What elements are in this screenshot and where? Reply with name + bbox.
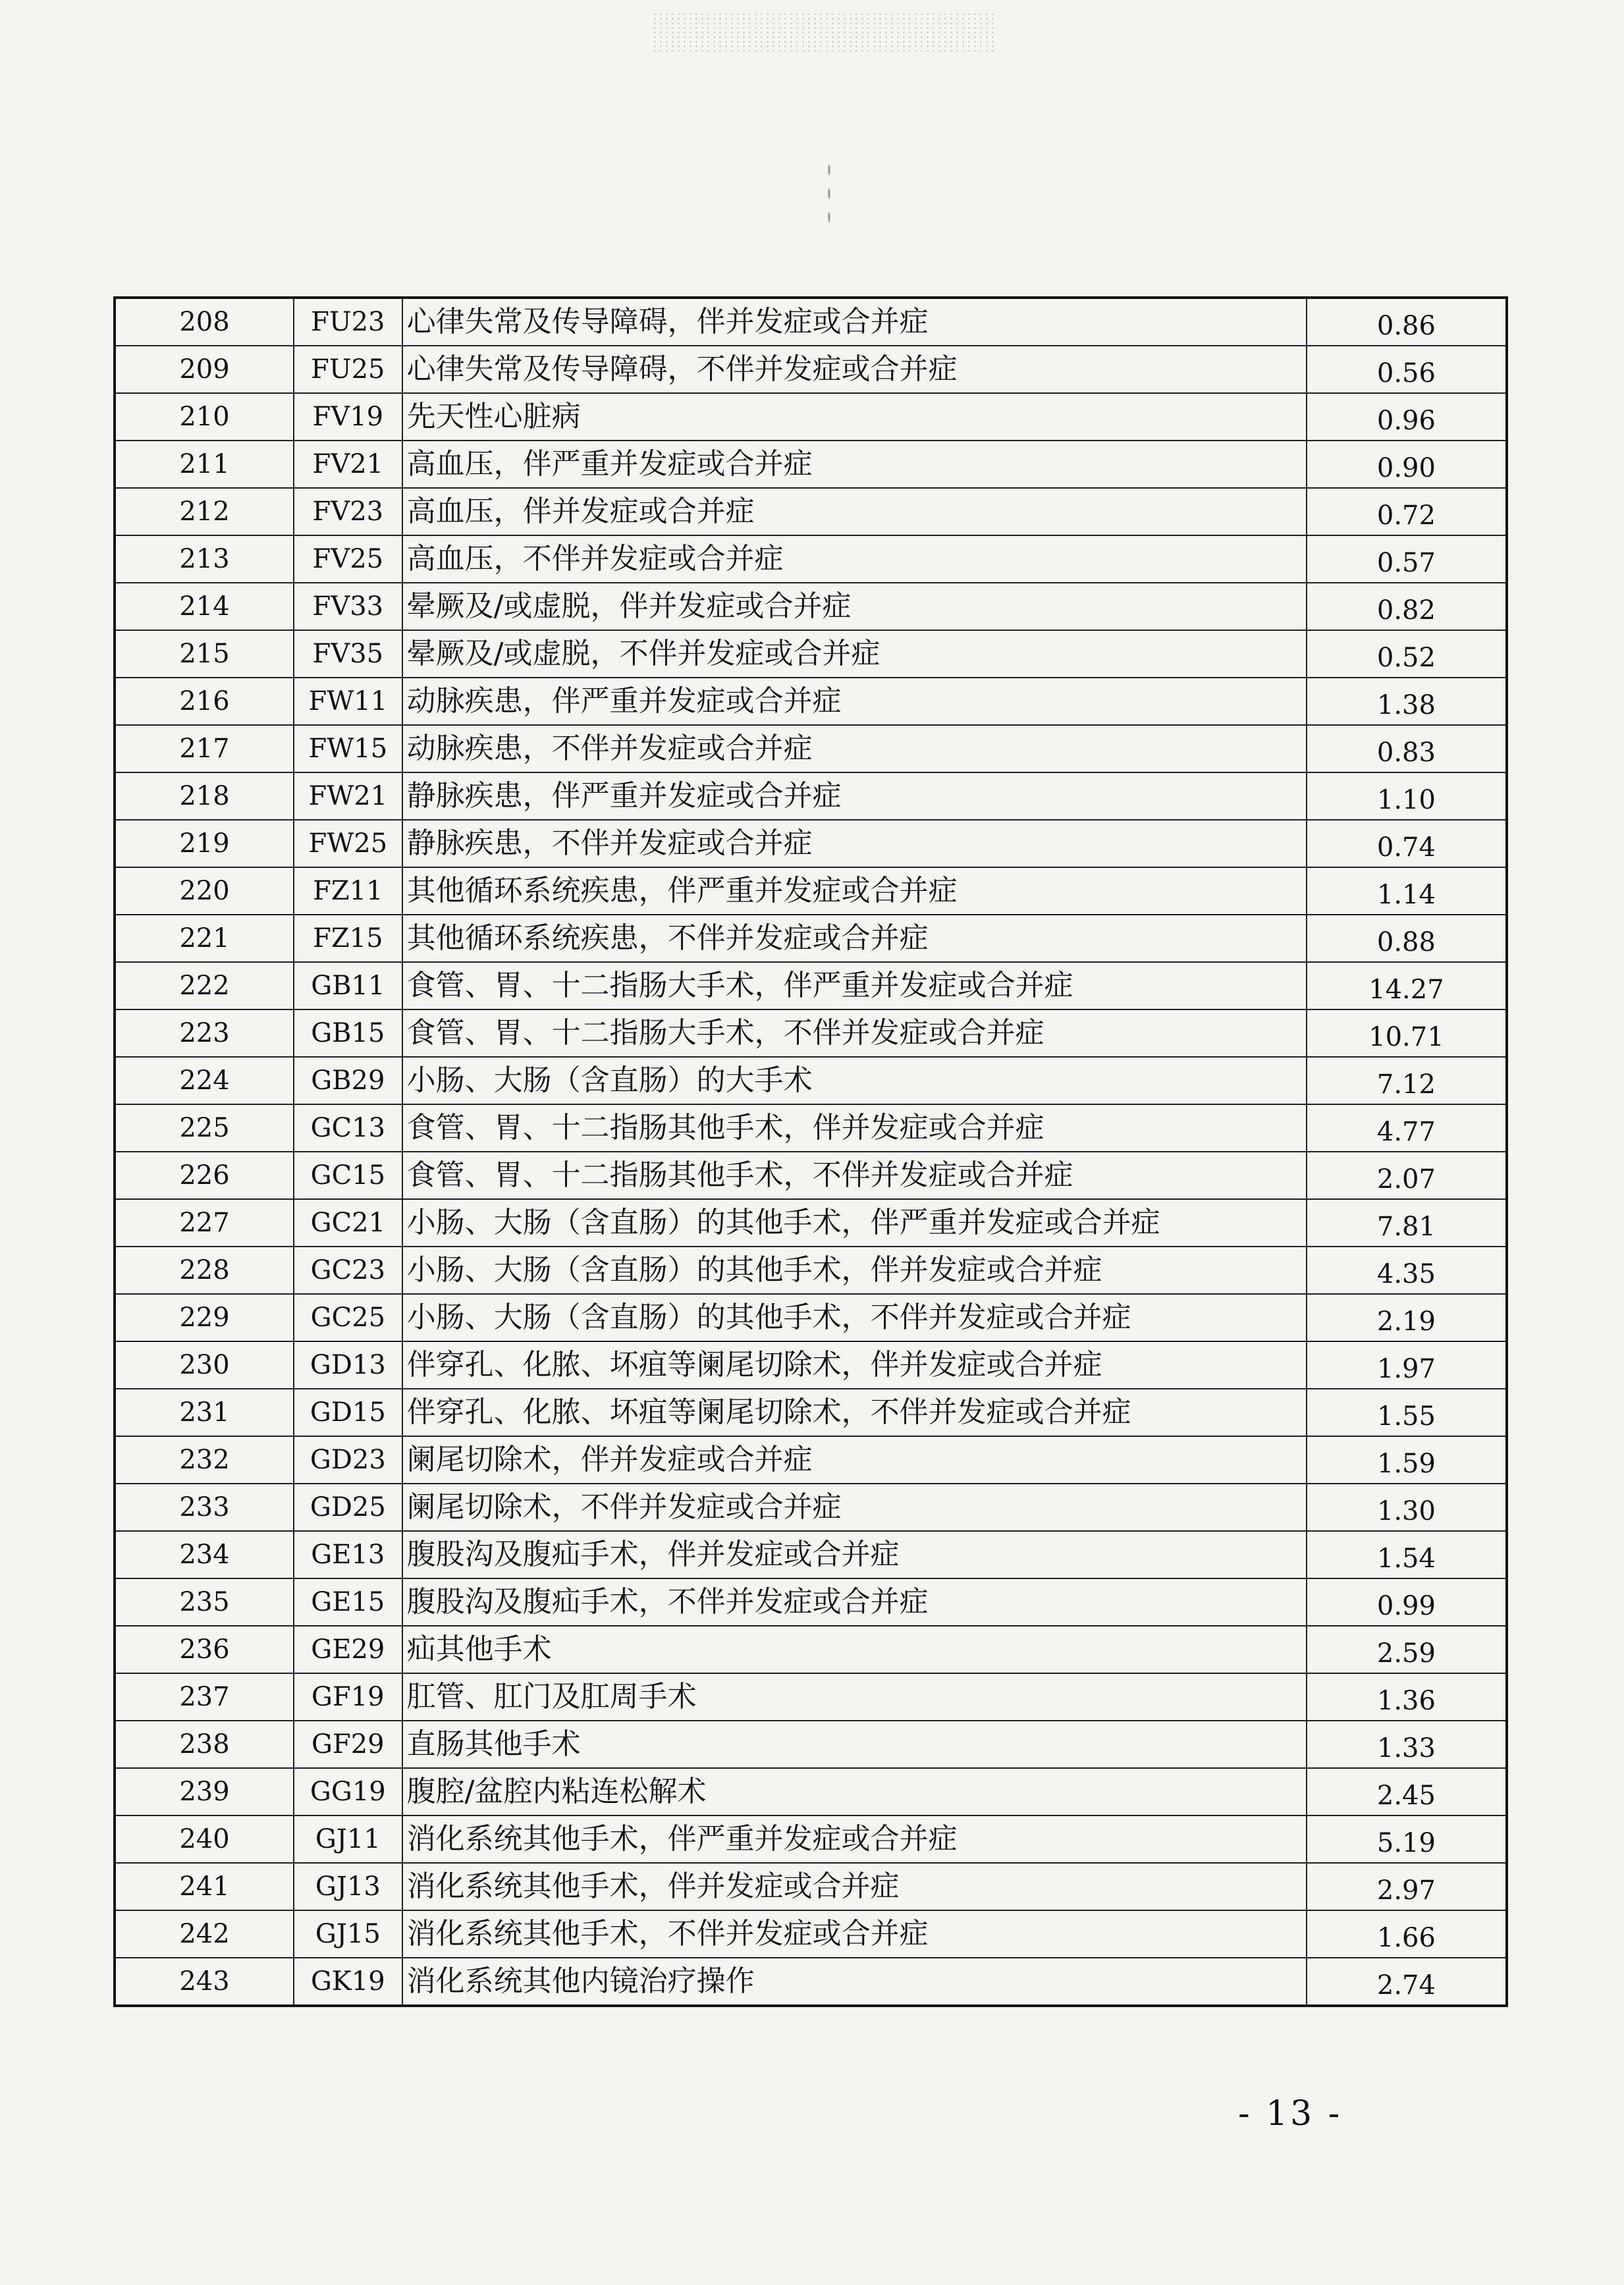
- drg-name-cell: 阑尾切除术，伴并发症或合并症: [402, 1436, 1307, 1484]
- weight-value-cell: 0.74: [1307, 824, 1507, 871]
- drg-code-cell: FV25: [294, 535, 402, 583]
- drg-name-cell: 消化系统其他内镜治疗操作: [402, 1958, 1307, 2006]
- drg-name-cell: 晕厥及/或虚脱，不伴并发症或合并症: [402, 630, 1307, 678]
- drg-name-cell: 小肠、大肠（含直肠）的其他手术，伴并发症或合并症: [402, 1247, 1307, 1294]
- scan-artifact-top: [652, 12, 994, 51]
- drg-code-cell: FV23: [294, 488, 402, 535]
- drg-name-cell: 先天性心脏病: [402, 393, 1307, 441]
- drg-code-cell: FV33: [294, 583, 402, 630]
- weight-value-cell: 1.59: [1307, 1440, 1507, 1488]
- weight-value-cell: 0.56: [1307, 350, 1507, 397]
- drg-code-cell: FW25: [294, 820, 402, 867]
- drg-name-cell: 肛管、肛门及肛周手术: [402, 1673, 1307, 1721]
- row-number-cell: 229: [115, 1294, 294, 1341]
- row-number-cell: 241: [115, 1863, 294, 1910]
- drg-name-cell: 心律失常及传导障碍，不伴并发症或合并症: [402, 346, 1307, 393]
- drg-code-cell: GE15: [294, 1578, 402, 1626]
- drg-code-cell: FV35: [294, 630, 402, 678]
- weight-value-cell: 4.77: [1307, 1108, 1507, 1156]
- weight-value-cell: 0.86: [1307, 302, 1507, 350]
- weight-value-cell: 4.35: [1307, 1250, 1507, 1298]
- weight-value-cell: 1.55: [1307, 1393, 1507, 1440]
- drg-name-cell: 阑尾切除术，不伴并发症或合并症: [402, 1484, 1307, 1531]
- drg-name-cell: 消化系统其他手术，伴严重并发症或合并症: [402, 1815, 1307, 1863]
- weight-value-cell: 1.10: [1307, 776, 1507, 824]
- row-number-cell: 223: [115, 1009, 294, 1057]
- drg-code-cell: GC15: [294, 1152, 402, 1199]
- table-row: [115, 393, 1507, 441]
- table-row: [115, 1721, 1507, 1768]
- row-number-cell: 217: [115, 725, 294, 772]
- drg-name-cell: 食管、胃、十二指肠其他手术，不伴并发症或合并症: [402, 1152, 1307, 1199]
- row-number-cell: 231: [115, 1389, 294, 1436]
- drg-code-cell: GB15: [294, 1009, 402, 1057]
- drg-name-cell: 小肠、大肠（含直肠）的其他手术，不伴并发症或合并症: [402, 1294, 1307, 1341]
- weight-value-cell: 14.27: [1307, 966, 1507, 1013]
- table-row: [115, 1009, 1507, 1057]
- drg-code-cell: FW21: [294, 772, 402, 820]
- table-row: [115, 1815, 1507, 1863]
- row-number-cell: 220: [115, 867, 294, 915]
- weight-value-cell: 0.72: [1307, 492, 1507, 539]
- table-row: [115, 441, 1507, 488]
- drg-code-cell: GD25: [294, 1484, 402, 1531]
- drg-weight-table: [113, 296, 1508, 2007]
- row-number-cell: 212: [115, 488, 294, 535]
- drg-code-cell: FZ15: [294, 915, 402, 962]
- drg-name-cell: 高血压，不伴并发症或合并症: [402, 535, 1307, 583]
- row-number-cell: 237: [115, 1673, 294, 1721]
- weight-value-cell: 0.99: [1307, 1582, 1507, 1630]
- weight-value-cell: 5.19: [1307, 1819, 1507, 1867]
- drg-code-cell: GE29: [294, 1626, 402, 1673]
- table-row: [115, 1389, 1507, 1436]
- table-row: [115, 772, 1507, 820]
- drg-name-cell: 静脉疾患，伴严重并发症或合并症: [402, 772, 1307, 820]
- weight-value-cell: 0.96: [1307, 397, 1507, 444]
- weight-value-cell: 2.59: [1307, 1630, 1507, 1677]
- drg-code-cell: FU23: [294, 298, 402, 346]
- row-number-cell: 222: [115, 962, 294, 1009]
- row-number-cell: 228: [115, 1247, 294, 1294]
- table-row: [115, 488, 1507, 535]
- table-row: [115, 1863, 1507, 1910]
- table-row: [115, 725, 1507, 772]
- weight-value-cell: 1.54: [1307, 1535, 1507, 1582]
- table-row: [115, 1910, 1507, 1958]
- weight-value-cell: 2.19: [1307, 1298, 1507, 1345]
- table-row: [115, 1578, 1507, 1626]
- table-row: [115, 1341, 1507, 1389]
- row-number-cell: 209: [115, 346, 294, 393]
- row-number-cell: 230: [115, 1341, 294, 1389]
- drg-code-cell: GC13: [294, 1104, 402, 1152]
- drg-name-cell: 消化系统其他手术，不伴并发症或合并症: [402, 1910, 1307, 1958]
- table-row: [115, 1057, 1507, 1104]
- table-row: [115, 298, 1507, 346]
- drg-code-cell: FW15: [294, 725, 402, 772]
- weight-value-cell: 1.97: [1307, 1345, 1507, 1393]
- drg-name-cell: 食管、胃、十二指肠其他手术，伴并发症或合并症: [402, 1104, 1307, 1152]
- drg-name-cell: 腹股沟及腹疝手术，伴并发症或合并症: [402, 1531, 1307, 1578]
- weight-value-cell: 0.88: [1307, 919, 1507, 966]
- weight-value-cell: 0.52: [1307, 634, 1507, 682]
- row-number-cell: 240: [115, 1815, 294, 1863]
- row-number-cell: 225: [115, 1104, 294, 1152]
- drg-name-cell: 其他循环系统疾患，伴严重并发症或合并症: [402, 867, 1307, 915]
- row-number-cell: 239: [115, 1768, 294, 1815]
- table-row: [115, 962, 1507, 1009]
- row-number-cell: 233: [115, 1484, 294, 1531]
- drg-code-cell: GC21: [294, 1199, 402, 1247]
- drg-name-cell: 高血压，伴严重并发症或合并症: [402, 441, 1307, 488]
- weight-value-cell: 2.74: [1307, 1962, 1507, 2010]
- row-number-cell: 227: [115, 1199, 294, 1247]
- table-row: [115, 535, 1507, 583]
- row-number-cell: 236: [115, 1626, 294, 1673]
- drg-code-cell: GE13: [294, 1531, 402, 1578]
- weight-value-cell: 0.82: [1307, 587, 1507, 634]
- row-number-cell: 221: [115, 915, 294, 962]
- drg-name-cell: 食管、胃、十二指肠大手术，不伴并发症或合并症: [402, 1009, 1307, 1057]
- table-row: [115, 1958, 1507, 2006]
- weight-value-cell: 0.57: [1307, 539, 1507, 587]
- drg-code-cell: GF19: [294, 1673, 402, 1721]
- page-number: - 13 -: [1238, 2094, 1343, 2134]
- weight-value-cell: 1.36: [1307, 1677, 1507, 1725]
- drg-name-cell: 小肠、大肠（含直肠）的其他手术，伴严重并发症或合并症: [402, 1199, 1307, 1247]
- drg-code-cell: GJ13: [294, 1863, 402, 1910]
- table-row: [115, 630, 1507, 678]
- row-number-cell: 243: [115, 1958, 294, 2006]
- drg-code-cell: FU25: [294, 346, 402, 393]
- row-number-cell: 216: [115, 678, 294, 725]
- drg-code-cell: FZ11: [294, 867, 402, 915]
- weight-value-cell: 7.81: [1307, 1203, 1507, 1250]
- table-row: [115, 1626, 1507, 1673]
- weight-value-cell: 10.71: [1307, 1013, 1507, 1061]
- drg-name-cell: 动脉疾患，伴严重并发症或合并症: [402, 678, 1307, 725]
- row-number-cell: 210: [115, 393, 294, 441]
- row-number-cell: 234: [115, 1531, 294, 1578]
- table-row: [115, 1768, 1507, 1815]
- drg-name-cell: 心律失常及传导障碍，伴并发症或合并症: [402, 298, 1307, 346]
- table-row: [115, 820, 1507, 867]
- table-row: [115, 1531, 1507, 1578]
- drg-code-cell: GC23: [294, 1247, 402, 1294]
- table-row: [115, 1247, 1507, 1294]
- table-row: [115, 915, 1507, 962]
- weight-value-cell: 2.07: [1307, 1156, 1507, 1203]
- drg-code-cell: GJ15: [294, 1910, 402, 1958]
- drg-code-cell: FW11: [294, 678, 402, 725]
- drg-code-cell: GB29: [294, 1057, 402, 1104]
- drg-name-cell: 直肠其他手术: [402, 1721, 1307, 1768]
- row-number-cell: 213: [115, 535, 294, 583]
- weight-value-cell: 0.83: [1307, 729, 1507, 776]
- drg-name-cell: 其他循环系统疾患，不伴并发症或合并症: [402, 915, 1307, 962]
- row-number-cell: 208: [115, 298, 294, 346]
- weight-value-cell: 1.14: [1307, 871, 1507, 919]
- row-number-cell: 215: [115, 630, 294, 678]
- drg-code-cell: GD13: [294, 1341, 402, 1389]
- weight-value-cell: 2.97: [1307, 1867, 1507, 1914]
- table-row: [115, 1152, 1507, 1199]
- weight-value-cell: 2.45: [1307, 1772, 1507, 1819]
- row-number-cell: 226: [115, 1152, 294, 1199]
- weight-value-cell: 1.30: [1307, 1488, 1507, 1535]
- weight-value-cell: 1.33: [1307, 1725, 1507, 1772]
- table-row: [115, 1484, 1507, 1531]
- drg-name-cell: 高血压，伴并发症或合并症: [402, 488, 1307, 535]
- drg-name-cell: 消化系统其他手术，伴并发症或合并症: [402, 1863, 1307, 1910]
- weight-value-cell: 0.90: [1307, 444, 1507, 492]
- drg-name-cell: 小肠、大肠（含直肠）的大手术: [402, 1057, 1307, 1104]
- drg-code-cell: GJ11: [294, 1815, 402, 1863]
- drg-code-cell: FV21: [294, 441, 402, 488]
- table-row: [115, 867, 1507, 915]
- drg-name-cell: 伴穿孔、化脓、坏疽等阑尾切除术，不伴并发症或合并症: [402, 1389, 1307, 1436]
- table-row: [115, 1104, 1507, 1152]
- drg-name-cell: 腹腔/盆腔内粘连松解术: [402, 1768, 1307, 1815]
- table-row: [115, 1436, 1507, 1484]
- row-number-cell: 224: [115, 1057, 294, 1104]
- weight-value-cell: 7.12: [1307, 1061, 1507, 1108]
- drg-code-cell: GD15: [294, 1389, 402, 1436]
- drg-name-cell: 动脉疾患，不伴并发症或合并症: [402, 725, 1307, 772]
- drg-code-cell: GB11: [294, 962, 402, 1009]
- table-row: [115, 346, 1507, 393]
- row-number-cell: 232: [115, 1436, 294, 1484]
- drg-name-cell: 伴穿孔、化脓、坏疽等阑尾切除术，伴并发症或合并症: [402, 1341, 1307, 1389]
- weight-value-cell: 1.66: [1307, 1914, 1507, 1962]
- row-number-cell: 218: [115, 772, 294, 820]
- table-row: [115, 583, 1507, 630]
- drg-code-cell: GC25: [294, 1294, 402, 1341]
- weight-value-cell: 1.38: [1307, 682, 1507, 729]
- drg-name-cell: 静脉疾患，不伴并发症或合并症: [402, 820, 1307, 867]
- row-number-cell: 219: [115, 820, 294, 867]
- table-row: [115, 1673, 1507, 1721]
- drg-name-cell: 食管、胃、十二指肠大手术，伴严重并发症或合并症: [402, 962, 1307, 1009]
- row-number-cell: 238: [115, 1721, 294, 1768]
- drg-code-cell: GK19: [294, 1958, 402, 2006]
- drg-code-cell: GG19: [294, 1768, 402, 1815]
- row-number-cell: 214: [115, 583, 294, 630]
- scan-artifact-marks: [826, 158, 832, 230]
- row-number-cell: 211: [115, 441, 294, 488]
- table-row: [115, 1199, 1507, 1247]
- drg-code-cell: FV19: [294, 393, 402, 441]
- row-number-cell: 235: [115, 1578, 294, 1626]
- drg-code-cell: GD23: [294, 1436, 402, 1484]
- drg-code-cell: GF29: [294, 1721, 402, 1768]
- table-row: [115, 678, 1507, 725]
- row-number-cell: 242: [115, 1910, 294, 1958]
- drg-name-cell: 晕厥及/或虚脱，伴并发症或合并症: [402, 583, 1307, 630]
- drg-name-cell: 疝其他手术: [402, 1626, 1307, 1673]
- table-row: [115, 1294, 1507, 1341]
- drg-name-cell: 腹股沟及腹疝手术，不伴并发症或合并症: [402, 1578, 1307, 1626]
